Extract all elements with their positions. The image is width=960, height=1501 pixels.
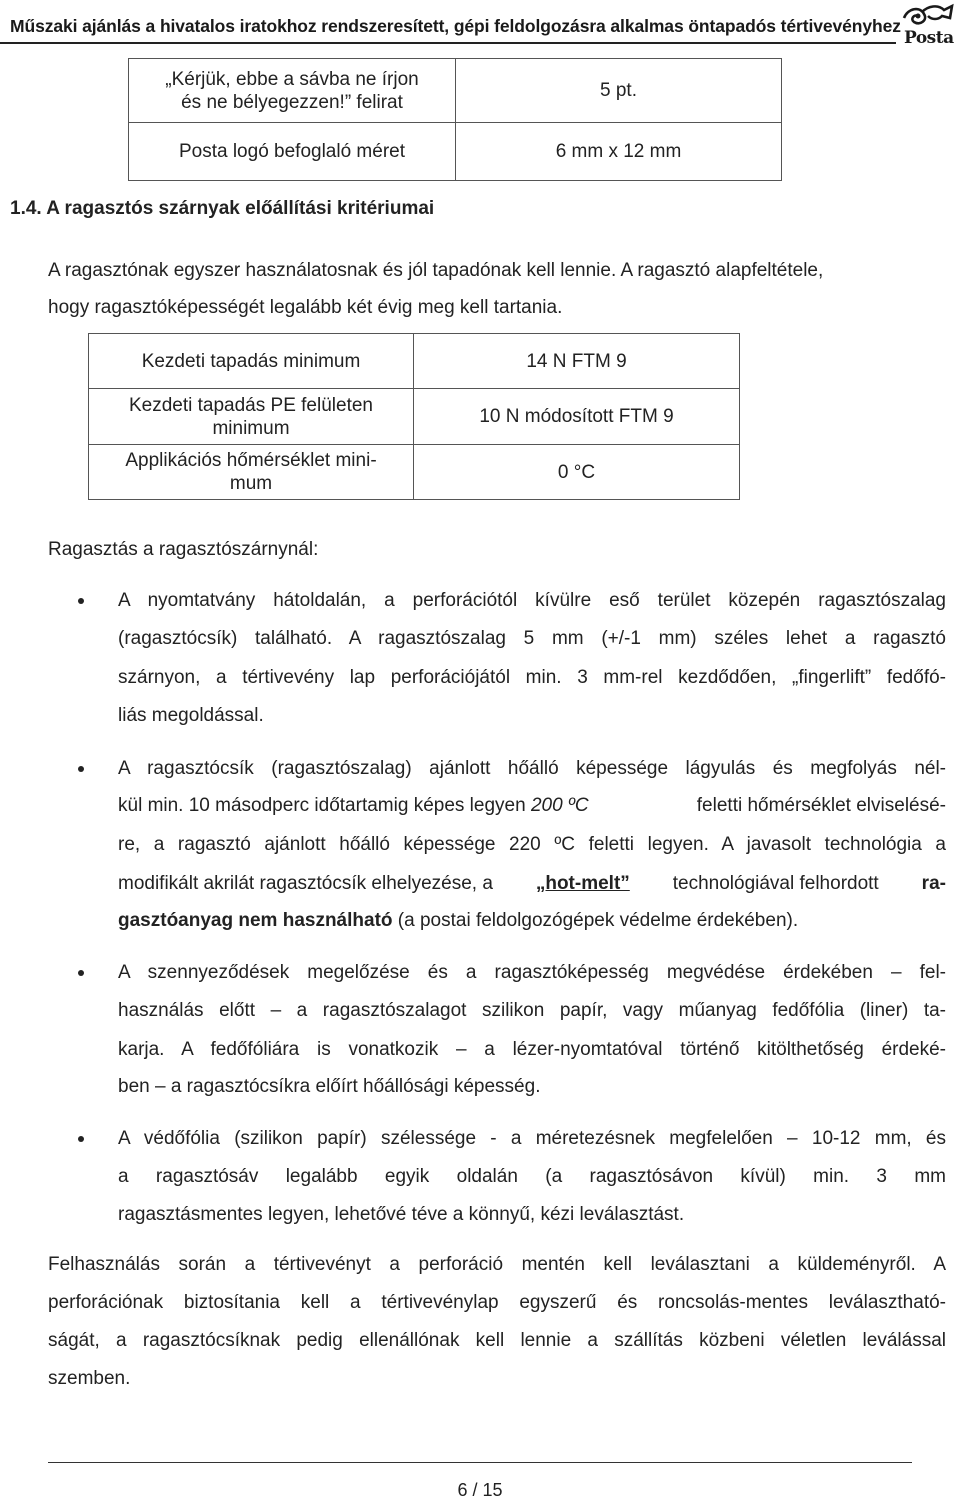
page-number: 6 / 15 (457, 1480, 503, 1500)
cell-text: Kezdeti tapadás PE felületen (128, 394, 373, 416)
bullet-text: re, a ragasztó ajánlott hőálló képessége 220 ºC feletti legyen. A javasolt technológia a (118, 834, 946, 855)
table-cell-label: Posta logó befoglaló méret (129, 123, 456, 181)
bold-text: ra- (921, 873, 946, 894)
cell-text: mum (229, 473, 273, 494)
temperature-value: 200 ºC (530, 795, 589, 816)
bullet-text: (a postai feldolgozógépek védelme érdekében). (397, 910, 799, 931)
intro-text: A ragasztónak egyszer használatosnak és jól tapadónak kell lennie. A ragasztó alapfeltétele, (48, 260, 824, 281)
closing-text: ságát, a ragasztócsíknak pedig ellenállónak kell lennie a szállítás közbeni véletlen leválással (48, 1330, 946, 1351)
bullet-text-line (118, 910, 798, 932)
bold-text: gasztóanyag nem használható (118, 910, 393, 931)
bullet-text: A nyomtatvány hátoldalán, a perforációtól kívülre eső terület közepén ragasztószalag (118, 590, 946, 611)
spec-table (128, 58, 782, 181)
bullet-text: technológiával felhordott (672, 873, 879, 894)
header-title: Műszaki ajánlás a hivatalos iratokhoz rendszeresített, gépi feldolgozásra alkalmas öntapadós tértivevényhez (10, 16, 901, 36)
table-cell-value: 10 N módosított FTM 9 (414, 389, 740, 445)
closing-text: Felhasználás során a tértivevényt a perforáció mentén kell leválasztani a küldeményről. A (48, 1254, 946, 1275)
table-cell-label (129, 59, 456, 123)
table-row (129, 123, 782, 181)
bullet-text: szárnyon, a tértivevény lap perforációjától min. 3 mm-rel kezdődően, „fingerlift” fedőfó- (118, 667, 946, 688)
page-header (0, 0, 960, 50)
footer-divider (48, 1462, 912, 1463)
header-divider (0, 42, 896, 44)
table-cell-label: Kezdeti tapadás minimum (89, 334, 414, 389)
adhesion-table (88, 333, 740, 500)
bullet-text: a ragasztósáv legalább egyik oldalán (a ragasztósávon kívül) min. 3 mm (118, 1166, 946, 1187)
cell-text: és ne bélyegezzen!” felirat (181, 91, 403, 113)
bullet-text: liás megoldással. (118, 705, 264, 726)
bullet-text: karja. A fedőfóliára is vonatkozik – a lézer-nyomtatóval történő kitölthetőség érdeké- (118, 1039, 946, 1060)
bullet-text: ragasztásmentes legyen, lehetővé téve a könnyű, kézi leválasztást. (118, 1204, 685, 1225)
bullet-text: A szennyeződések megelőzése és a ragasztóképesség megvédése érdekében – fel- (118, 962, 946, 983)
table-cell-value: 0 °C (414, 445, 740, 500)
cell-text: minimum (212, 417, 290, 439)
closing-text: perforációnak biztosítania kell a tértivevénylap egyszerű és roncsolás-mentes leválasztható- (48, 1292, 946, 1313)
bullet-text: modifikált akrilát ragasztócsík elhelyezése, a (118, 873, 493, 894)
bullet-text-line (118, 795, 946, 817)
table-row (89, 445, 740, 500)
table-cell-value: 5 pt. (456, 59, 782, 123)
bullet-text: (ragasztócsík) található. A ragasztószalag 5 mm (+/-1 mm) széles lehet a ragasztó (118, 628, 946, 649)
bullet-text: A védőfólia (szilikon papír) szélessége - a méretezésnek megfelelően – 10-12 mm, és (118, 1128, 946, 1149)
posta-logo-text: Posta (904, 28, 954, 48)
section-heading: 1.4. A ragasztós szárnyak előállítási kritériumai (10, 198, 435, 219)
bullet-text (118, 795, 589, 817)
bullet-text: használás előtt – a ragasztószalagot szilikon papír, vagy műanyag fedőfólia (liner) ta- (118, 1000, 946, 1021)
table-cell-value: 14 N FTM 9 (414, 334, 740, 389)
bullet-icon (78, 598, 84, 604)
bullet-icon (78, 766, 84, 772)
bullet-text-line (118, 873, 946, 895)
table-row (89, 389, 740, 445)
bullet-text: feletti hőmérséklet elviselésé- (696, 795, 946, 816)
table-cell-label (89, 389, 414, 445)
bullet-text: A ragasztócsík (ragasztószalag) ajánlott hőálló képessége lágyulás és megfolyás nél- (118, 758, 946, 779)
closing-text: szemben. (48, 1368, 131, 1389)
bullet-icon (78, 1136, 84, 1142)
table-cell-label (89, 445, 414, 500)
bullet-text: ben – a ragasztócsíkra előírt hőállósági képesség. (118, 1076, 541, 1097)
table-row (129, 59, 782, 123)
cell-text: „Kérjük, ebbe a sávba ne írjon (165, 68, 419, 90)
wing-label: Ragasztás a ragasztószárnynál: (48, 539, 319, 560)
text-span: kül min. 10 másodperc időtartamig képes legyen (118, 795, 526, 816)
table-row (89, 334, 740, 389)
intro-text: hogy ragasztóképességét legalább két évig meg kell tartania. (48, 297, 563, 318)
table-cell-value: 6 mm x 12 mm (456, 123, 782, 181)
bullet-icon (78, 970, 84, 976)
cell-text: Applikációs hőmérséklet mini- (125, 450, 377, 471)
hot-melt-term: „hot-melt” (535, 873, 630, 894)
